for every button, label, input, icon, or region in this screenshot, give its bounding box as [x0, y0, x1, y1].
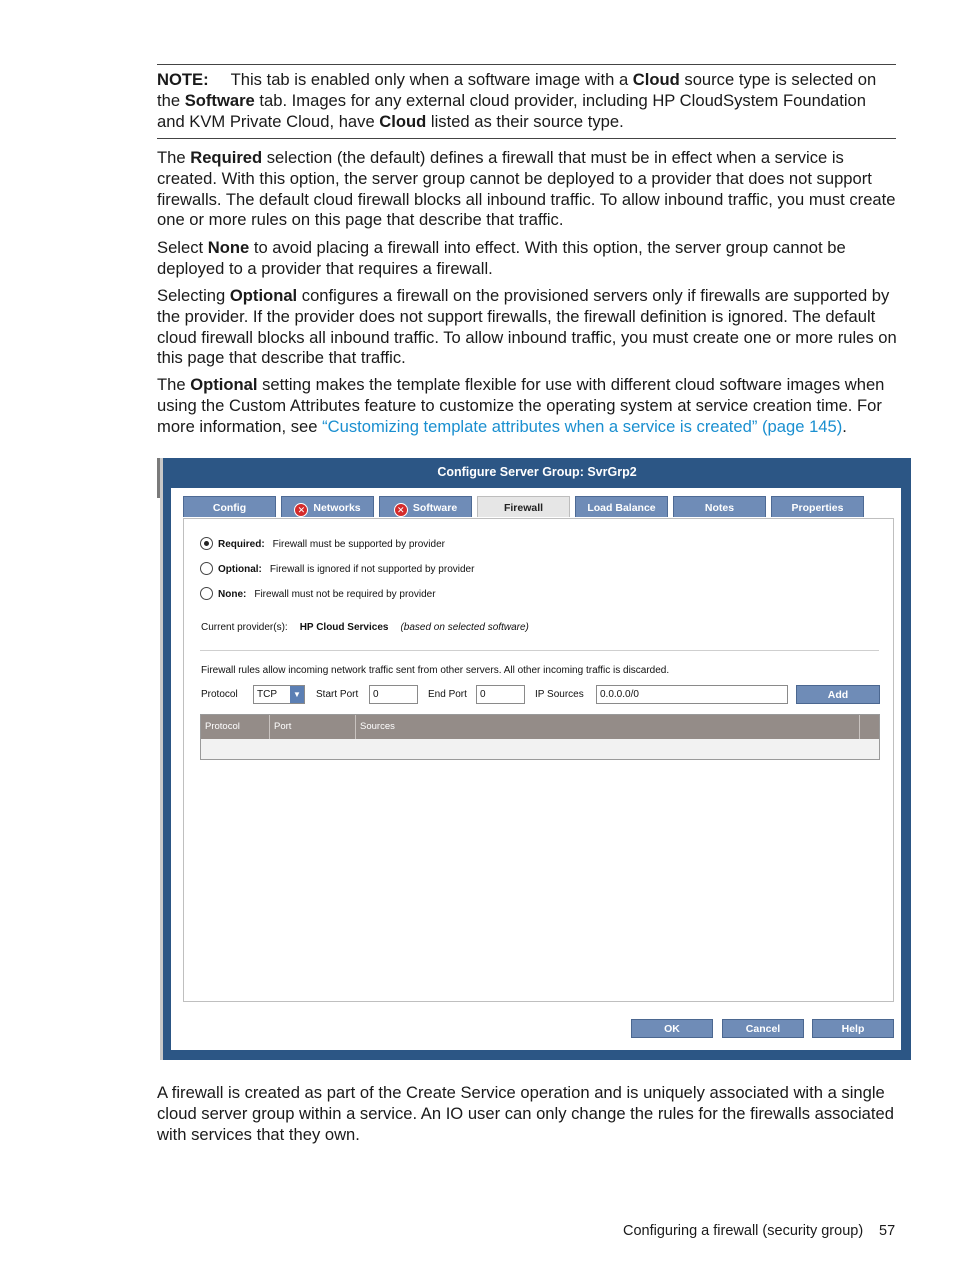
radio-optional[interactable]	[200, 562, 213, 575]
tab-notes[interactable]: Notes	[673, 496, 766, 517]
note-text: This tab is enabled only when a software image with a	[230, 70, 633, 89]
add-button[interactable]: Add	[796, 685, 880, 704]
tab-config[interactable]: Config	[183, 496, 276, 517]
page-number: 57	[879, 1223, 896, 1239]
option-label: None:	[218, 589, 247, 600]
provider-note: (based on selected software)	[400, 622, 529, 633]
paragraph-firewall-created: A firewall is created as part of the Create Service operation and is uniquely associated with a single cloud server group within a service. An IO user can only change the rules for the firewalls associated with services that they own.	[157, 1083, 894, 1144]
option-label: Required:	[218, 539, 265, 550]
radio-none[interactable]	[200, 587, 213, 600]
ok-button[interactable]: OK	[631, 1019, 713, 1038]
note-text: tab. Images for any external cloud provider, including HP CloudSystem Foundation and KVM Private Cloud, have	[157, 90, 867, 131]
provider-label: Current provider(s):	[201, 622, 288, 633]
note-text: listed as their source type.	[426, 111, 624, 131]
protocol-select[interactable]	[253, 685, 305, 704]
option-description: Firewall must not be required by provider	[254, 589, 436, 600]
divider	[200, 650, 879, 651]
start-port-label: Start Port	[316, 689, 359, 700]
help-button[interactable]: Help	[812, 1019, 894, 1038]
tab-software[interactable]: ✕ Software	[379, 496, 472, 517]
rule-entry-row	[201, 685, 881, 705]
table-header	[201, 715, 879, 739]
option-none[interactable]	[200, 587, 436, 601]
error-icon: ✕	[294, 503, 308, 517]
note-box	[157, 64, 896, 139]
option-optional[interactable]	[200, 562, 474, 576]
column-protocol[interactable]: Protocol	[201, 715, 270, 739]
configure-server-group-dialog	[160, 458, 911, 1060]
note-label: NOTE:	[157, 70, 209, 89]
current-provider	[201, 622, 529, 633]
tab-firewall[interactable]: Firewall	[477, 496, 570, 517]
cancel-button[interactable]: Cancel	[722, 1019, 804, 1038]
note-bold-software: Software	[184, 90, 255, 110]
option-label: Optional:	[218, 564, 262, 575]
ip-sources-input[interactable]: 0.0.0.0/0	[596, 685, 788, 704]
protocol-label: Protocol	[201, 689, 238, 700]
option-required[interactable]	[200, 537, 445, 551]
tab-load-balance[interactable]: Load Balance	[575, 496, 668, 517]
paragraph-optional: Selecting Optional configures a firewall on the provisioned servers only if firewalls are supported by the provider. If the provider does not support firewalls, the firewall definition is ignored. The default cloud firewall blocks all inbound traffic. To allow inbound traffic, you must create one or more rules on this page that describe that traffic.	[157, 286, 897, 368]
dialog-body	[171, 488, 901, 1050]
chevron-down-icon[interactable]: ▼	[290, 686, 304, 703]
tab-networks[interactable]: ✕ Networks	[281, 496, 374, 517]
firewall-panel	[183, 518, 894, 1002]
end-port-label: End Port	[428, 689, 467, 700]
firewall-rules-description: Firewall rules allow incoming network traffic sent from other servers. All other incoming traffic is discarded.	[201, 665, 670, 676]
note-text: source type is selected on the	[157, 70, 877, 110]
paragraph-required: The Required selection (the default) defines a firewall that must be in effect when a service is created. With this option, the server group cannot be deployed to a provider that does not support firewalls. The default cloud firewall blocks all inbound traffic. To allow inbound traffic, you must create one or more rules on this page that describe that traffic.	[157, 148, 896, 230]
start-port-input[interactable]: 0	[369, 685, 418, 704]
note-bold-cloud: Cloud	[632, 70, 680, 89]
tab-properties[interactable]: Properties	[771, 496, 864, 517]
radio-required[interactable]	[200, 537, 213, 550]
option-description: Firewall must be supported by provider	[272, 539, 445, 550]
protocol-value: TCP	[257, 689, 277, 700]
note-bold-cloud: Cloud	[379, 111, 427, 131]
dialog-title: Configure Server Group: SvrGrp2	[437, 465, 637, 479]
column-sources[interactable]: Sources	[356, 715, 860, 739]
ip-sources-label: IP Sources	[535, 689, 584, 700]
option-description: Firewall is ignored if not supported by provider	[269, 564, 475, 575]
end-port-input[interactable]: 0	[476, 685, 525, 704]
paragraph-none: Select None to avoid placing a firewall into effect. With this option, the server group cannot be deployed to a provider that requires a firewall.	[157, 238, 846, 278]
provider-value: HP Cloud Services	[299, 622, 389, 633]
footer-section-title: Configuring a firewall (security group)	[623, 1223, 864, 1239]
paragraph-optional-setting: The Optional setting makes the template flexible for use with different cloud software images when using the Custom Attributes feature to customize the operating system at service creation time. For more information, see “Customizing template attributes when a service is created” (page 145).	[157, 375, 885, 436]
error-icon: ✕	[394, 503, 408, 517]
rules-table	[200, 714, 880, 760]
cross-reference-link[interactable]: “Customizing template attributes when a service is created” (page 145)	[322, 416, 843, 436]
column-port[interactable]: Port	[270, 715, 356, 739]
